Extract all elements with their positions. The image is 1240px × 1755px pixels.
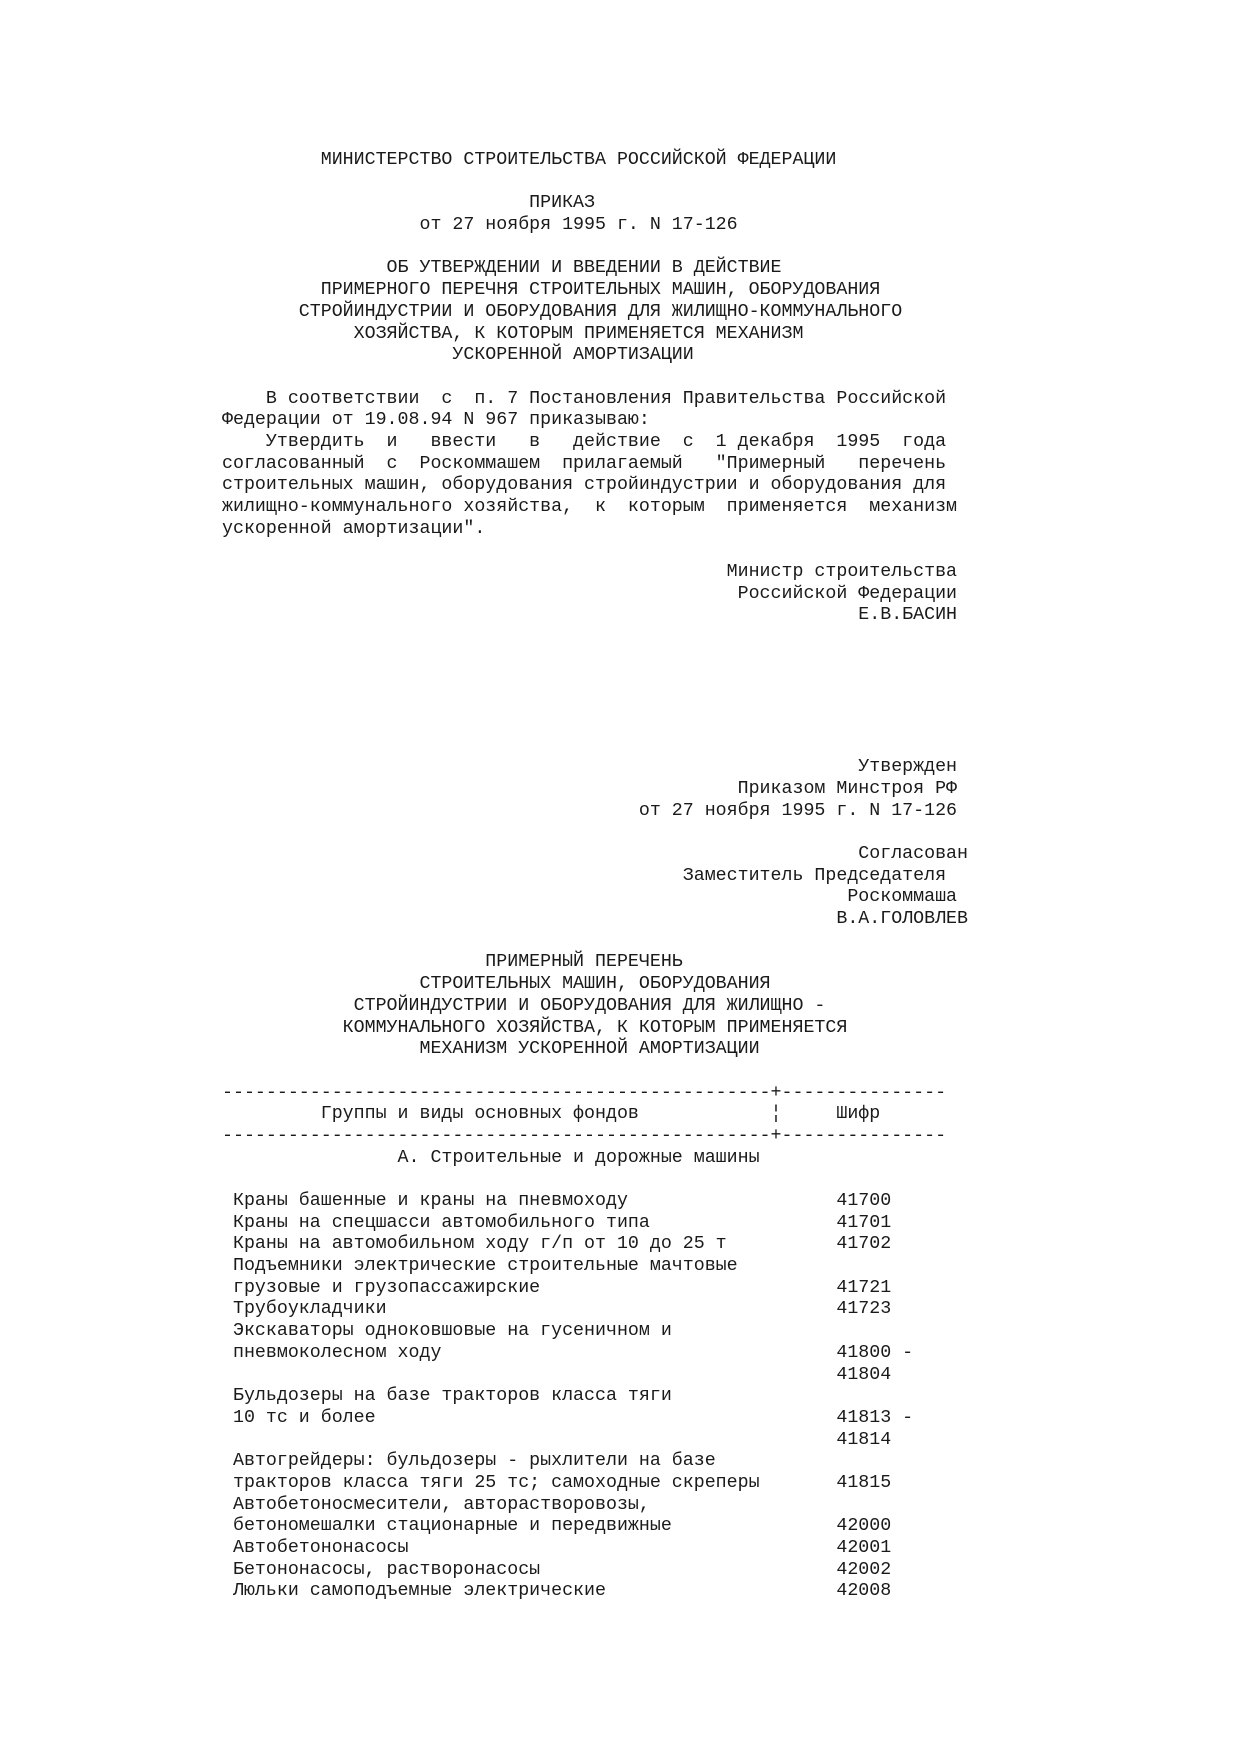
text-line: 10 тс и более 41813 - <box>222 1407 914 1428</box>
text-line <box>222 649 1022 671</box>
text-line: Бетононасосы, растворонасосы 42002 <box>222 1559 892 1580</box>
text-line <box>222 627 1022 649</box>
text-line: Е.В.БАСИН <box>222 605 958 626</box>
text-line <box>222 931 1022 953</box>
text-line: СТРОИТЕЛЬНЫХ МАШИН, ОБОРУДОВАНИЯ <box>222 974 771 995</box>
text-line <box>222 367 1022 389</box>
text-line: Роскоммаша <box>222 887 958 908</box>
text-line: УСКОРЕННОЙ АМОРТИЗАЦИИ <box>222 345 694 366</box>
text-line: Краны на спецшасси автомобильного типа 41701 <box>222 1212 892 1233</box>
text-line: ХОЗЯЙСТВА, К КОТОРЫМ ПРИМЕНЯЕТСЯ МЕХАНИЗМ <box>222 323 804 344</box>
text-line: жилищно-коммунального хозяйства, к которым применяется механизм <box>222 497 958 517</box>
text-line: 41814 <box>222 1429 892 1450</box>
text-line: Трубоукладчики 41723 <box>222 1299 892 1320</box>
text-line: МЕХАНИЗМ УСКОРЕННОЙ АМОРТИЗАЦИИ <box>222 1039 760 1060</box>
text-line <box>222 692 1022 714</box>
text-line: Люльки самоподъемные электрические 42008 <box>222 1581 892 1602</box>
text-line: Согласован <box>222 844 968 864</box>
text-line: Приказом Минстроя РФ <box>222 778 958 799</box>
text-line: В.А.ГОЛОВЛЕВ <box>222 909 968 930</box>
text-line: тракторов класса тяги 25 тс; самоходные скреперы 41815 <box>222 1472 892 1493</box>
text-line: Российской Федерации <box>222 583 958 604</box>
text-line: А. Строительные и дорожные машины <box>222 1147 760 1168</box>
text-line: от 27 ноября 1995 г. N 17-126 <box>222 215 738 236</box>
text-line <box>222 237 1022 259</box>
text-line: Экскаваторы одноковшовые на гусеничном и <box>222 1321 672 1342</box>
text-line: ПРИМЕРНЫЙ ПЕРЕЧЕНЬ <box>222 952 683 973</box>
text-line: --------------------------------------------------+--------------- <box>222 1082 947 1103</box>
text-line: Утвержден <box>222 757 958 778</box>
text-line: Автобетононасосы 42001 <box>222 1538 892 1558</box>
text-line: Заместитель Председателя <box>222 865 947 886</box>
text-line: Автобетоносмесители, авторастворовозы, <box>222 1494 650 1515</box>
text-line: ПРИКАЗ <box>222 193 595 214</box>
text-line: ПРИМЕРНОГО ПЕРЕЧНЯ СТРОИТЕЛЬНЫХ МАШИН, ОБОРУДОВАНИЯ <box>222 280 881 301</box>
text-line: СТРОЙИНДУСТРИИ И ОБОРУДОВАНИЯ ДЛЯ ЖИЛИЩНО - <box>222 995 826 1016</box>
text-line <box>222 172 1022 194</box>
text-line <box>222 822 1022 844</box>
text-line: Бульдозеры на базе тракторов класса тяги <box>222 1386 672 1407</box>
text-line <box>222 540 1022 562</box>
text-line: КОММУНАЛЬНОГО ХОЗЯЙСТВА, К КОТОРЫМ ПРИМЕНЯЕТСЯ <box>222 1017 848 1038</box>
text-line <box>222 671 1022 693</box>
text-line: бетономешалки стационарные и передвижные 42000 <box>222 1516 892 1537</box>
text-line <box>222 714 1022 736</box>
text-line <box>222 1061 1022 1083</box>
text-line: грузовые и грузопассажирские 41721 <box>222 1277 892 1298</box>
text-line: согласованный с Роскоммашем прилагаемый "Примерный перечень <box>222 453 947 474</box>
text-line: В соответствии с п. 7 Постановления Правительства Российской <box>222 388 947 409</box>
text-line <box>222 1169 1022 1191</box>
text-line: --------------------------------------------------+--------------- <box>222 1125 947 1146</box>
text-line: Министр строительства <box>222 562 958 583</box>
text-line: 41804 <box>222 1364 892 1385</box>
text-line: пневмоколесном ходу 41800 - <box>222 1342 914 1363</box>
text-line: Подъемники электрические строительные мачтовые <box>222 1256 738 1277</box>
text-line: МИНИСТЕРСТВО СТРОИТЕЛЬСТВА РОССИЙСКОЙ ФЕДЕРАЦИИ <box>222 150 837 170</box>
text-line: от 27 ноября 1995 г. N 17-126 <box>222 800 958 821</box>
text-line: Автогрейдеры: бульдозеры - рыхлители на базе <box>222 1451 716 1472</box>
text-line: Федерации от 19.08.94 N 967 приказываю: <box>222 410 650 431</box>
text-line: СТРОЙИНДУСТРИИ И ОБОРУДОВАНИЯ ДЛЯ ЖИЛИЩНО-КОММУНАЛЬНОГО <box>222 301 903 322</box>
text-line: ускоренной амортизации". <box>222 518 486 539</box>
text-line: строительных машин, оборудования стройиндустрии и оборудования для <box>222 475 947 496</box>
text-line: Группы и виды основных фондов ¦ Шифр <box>222 1104 881 1125</box>
text-line <box>222 736 1022 758</box>
text-line: ОБ УТВЕРЖДЕНИИ И ВВЕДЕНИИ В ДЕЙСТВИЕ <box>222 258 782 279</box>
document-page <box>222 150 1022 1603</box>
text-line: Краны на автомобильном ходу г/п от 10 до 25 т 41702 <box>222 1234 892 1255</box>
text-line: Утвердить и ввести в действие с 1 декабря 1995 года <box>222 431 947 452</box>
text-line: Краны башенные и краны на пневмоходу 41700 <box>222 1191 892 1211</box>
